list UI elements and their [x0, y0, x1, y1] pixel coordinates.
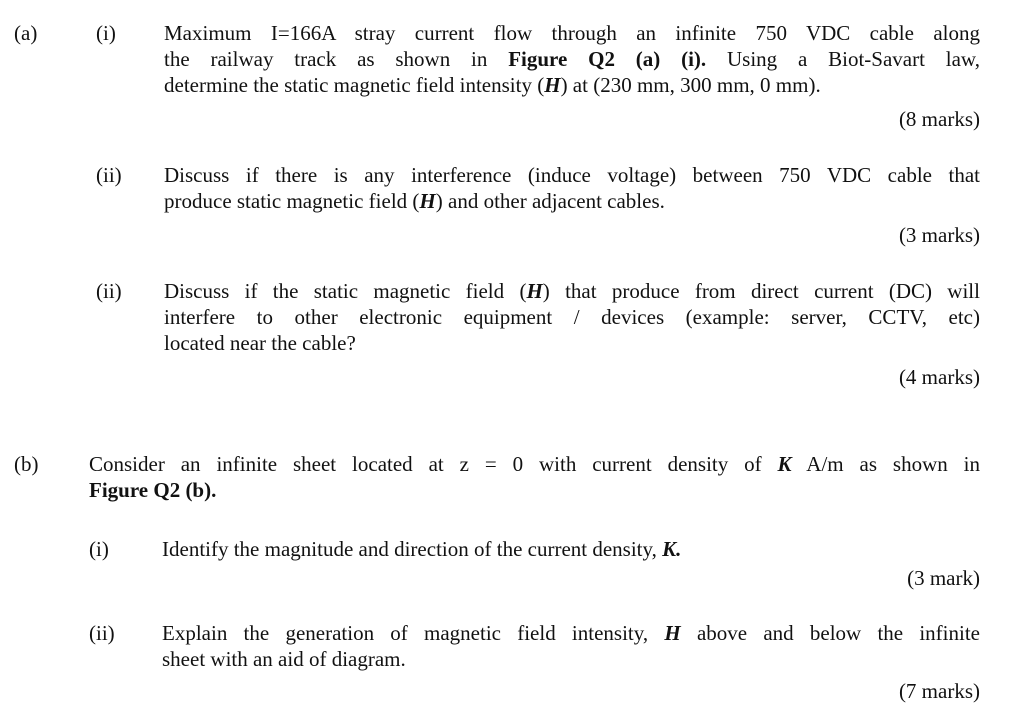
part-a-i-text: [164, 20, 980, 98]
part-a-ii-label: (ii): [96, 163, 122, 187]
part-a-iii-label: (ii): [96, 279, 122, 303]
part-b-intro-line2: [89, 477, 980, 503]
part-b-i-line1: Identify the magnitude and direction of the current density, K.: [162, 537, 682, 561]
part-a-ii-marks: (3 marks): [898, 223, 980, 247]
part-a-iii-marks: (4 marks): [898, 365, 980, 389]
part-b-i-label: (i): [89, 537, 109, 561]
symbol-h: H: [526, 279, 543, 303]
symbol-h: H: [664, 621, 681, 645]
symbol-h: H: [544, 73, 561, 97]
part-a-iii-line3: located near the cable?: [164, 331, 356, 355]
part-b-intro: [89, 451, 980, 503]
part-a-i-line3: determine the static magnetic field intensity (H) at (230 mm, 300 mm, 0 mm).: [164, 73, 821, 97]
part-a-ii-text: [164, 162, 980, 214]
part-a-i-marks: (8 marks): [898, 107, 980, 131]
part-a-label: (a): [14, 21, 38, 45]
symbol-k: K: [777, 452, 792, 476]
symbol-h: H: [419, 189, 436, 213]
figure-ref: Figure Q2 (a) (i).: [508, 47, 707, 71]
part-b-intro-line1: Consider an infinite sheet located at z = 0 with current density of K A/m as shown in: [89, 452, 980, 476]
part-b-ii-line2: sheet with an aid of diagram.: [162, 647, 406, 671]
part-a-iii-text: [164, 278, 980, 356]
part-a-i-label: (i): [96, 21, 116, 45]
part-b-i-marks: (3 mark): [907, 566, 980, 590]
part-b-ii-line1: Explain the generation of magnetic field intensity, H above and below the infinite: [162, 621, 980, 645]
part-b-label: (b): [14, 452, 39, 476]
part-b-i-text: [162, 536, 980, 562]
part-b-ii-marks: (7 marks): [898, 679, 980, 703]
part-a-iii-line1: Discuss if the static magnetic field (H) that produce from direct current (DC) will: [164, 279, 980, 303]
part-a-iii-line2: interfere to other electronic equipment / devices (example: server, CCTV, etc): [164, 305, 980, 329]
part-a-i-line1: Maximum I=166A stray current flow through an infinite 750 VDC cable along: [164, 21, 980, 45]
symbol-k: K.: [662, 537, 682, 561]
part-b-ii-label: (ii): [89, 621, 115, 645]
figure-ref: Figure Q2 (b).: [89, 478, 217, 502]
part-a-ii-line2: produce static magnetic field (H) and other adjacent cables.: [164, 189, 665, 213]
part-a-i-line2: the railway track as shown in Figure Q2 (a) (i). Using a Biot-Savart law,: [164, 47, 980, 71]
part-b-ii-text: [162, 620, 980, 672]
part-a-ii-line1: Discuss if there is any interference (induce voltage) between 750 VDC cable that: [164, 163, 980, 187]
